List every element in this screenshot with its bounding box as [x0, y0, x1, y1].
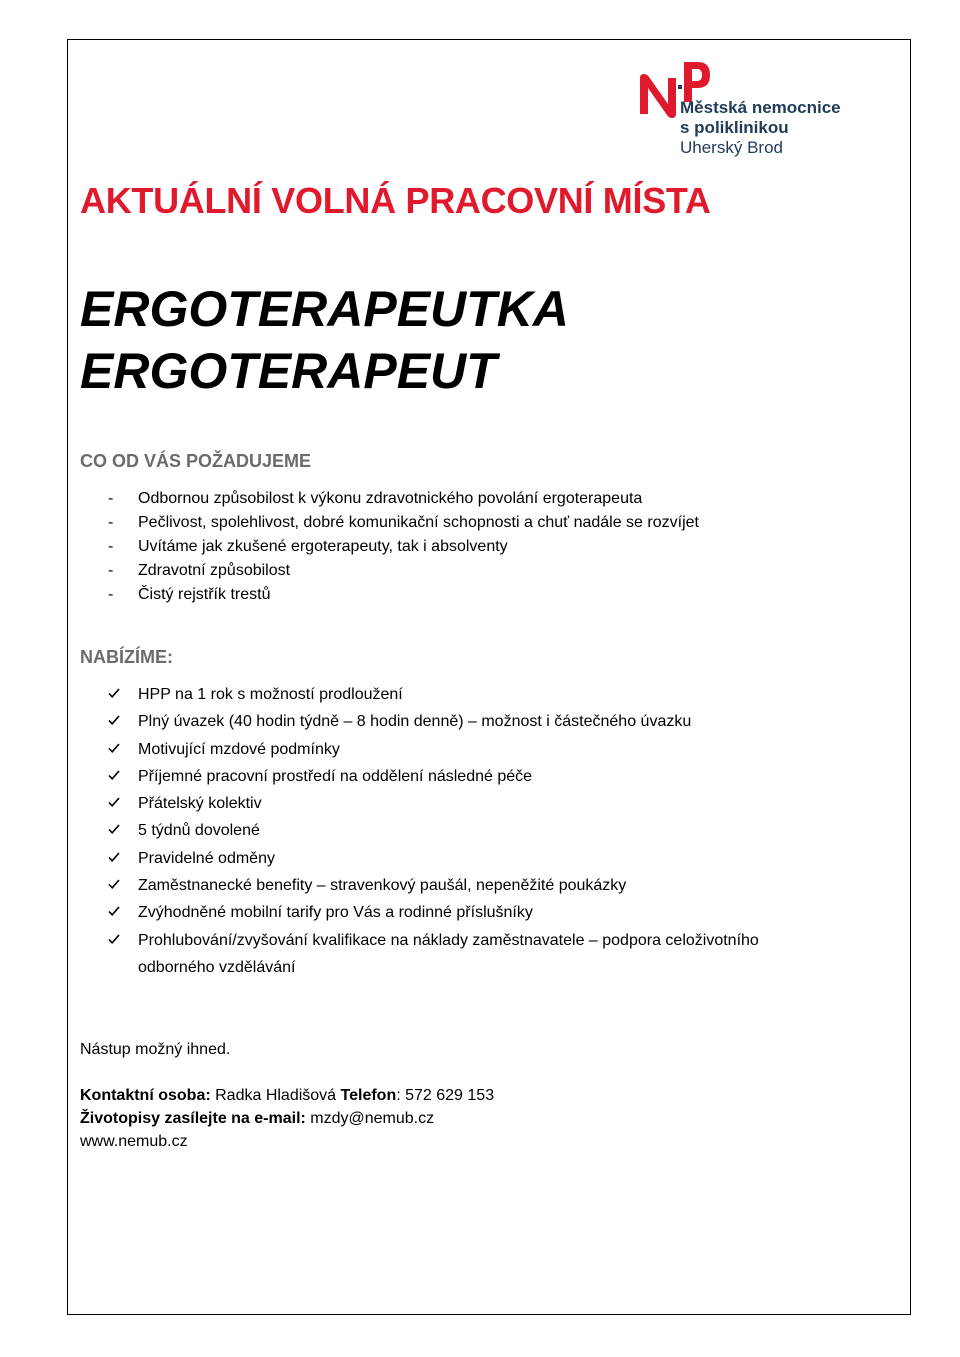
- logo-line-3: Uherský Brod: [680, 138, 783, 157]
- list-item: [0, 763, 838, 790]
- list-item: [0, 583, 699, 607]
- requirements-heading: CO OD VÁS POŽADUJEME: [80, 451, 312, 471]
- requirement-text: Uvítáme jak zkušené ergoterapeuty, tak i absolventy: [138, 538, 508, 555]
- requirement-text: Odbornou způsobilost k výkonu zdravotnického povolání ergoterapeuta: [138, 490, 643, 507]
- checkmark-icon: [108, 715, 120, 725]
- requirement-text: Čistý rejstřík trestů: [138, 586, 271, 603]
- dash-bullet: -: [108, 562, 114, 579]
- offer-text: Příjemné pracovní prostředí na oddělení následné péče: [138, 767, 533, 785]
- requirements-list: [0, 487, 699, 607]
- dash-bullet: -: [108, 538, 114, 555]
- job-title: [80, 278, 569, 402]
- offer-text: Prohlubování/zvyšování kvalifikace na náklady zaměstnavatele – podpora celoživotního odborného vzdělávání: [138, 931, 759, 976]
- offer-list: [0, 681, 838, 981]
- contact-person-label: Kontaktní osoba:: [80, 1087, 211, 1104]
- contact-person-name: Radka Hladišová: [210, 1087, 341, 1104]
- list-item: [0, 736, 838, 763]
- offer-text: Plný úvazek (40 hodin týdně – 8 hodin denně) – možnost i částečného úvazku: [138, 713, 692, 731]
- offer-text: HPP na 1 rok s možností prodloužení: [138, 686, 403, 703]
- offer-heading: NABÍZÍME:: [80, 647, 173, 667]
- checkmark-icon: [108, 852, 120, 862]
- checkmark-icon: [108, 688, 120, 698]
- list-item: [0, 790, 838, 817]
- start-date-note: Nástup možný ihned.: [80, 1041, 231, 1058]
- requirement-text: Pečlivost, spolehlivost, dobré komunikační schopnosti a chuť nadále se rozvíjet: [138, 514, 699, 531]
- list-item: [0, 845, 838, 872]
- list-item: [0, 681, 838, 708]
- logo-line-2: s poliklinikou: [680, 118, 789, 137]
- email-label: Životopisy zasílejte na e-mail:: [80, 1110, 306, 1127]
- offer-text: 5 týdnů dovolené: [138, 822, 260, 840]
- list-item: [0, 559, 699, 583]
- phone-label: Telefon: [340, 1087, 397, 1104]
- offer-text: Zvýhodněné mobilní tarify pro Vás a rodinné příslušníky: [138, 904, 533, 922]
- hospital-logo: [638, 58, 878, 168]
- phone-number: : 572 629 153: [396, 1087, 495, 1104]
- offer-text: Zaměstnanecké benefity – stravenkový paušál, nepeněžité poukázky: [138, 877, 627, 895]
- list-item: [0, 708, 838, 735]
- list-item: [0, 535, 699, 559]
- checkmark-icon: [108, 797, 120, 807]
- logo-line-1: Městská nemocnice: [680, 98, 841, 117]
- contact-person-line: [80, 1084, 494, 1107]
- list-item: [0, 899, 838, 926]
- email-line: [80, 1107, 494, 1130]
- page-title: AKTUÁLNÍ VOLNÁ PRACOVNÍ MÍSTA: [80, 180, 711, 221]
- list-item: [0, 872, 838, 899]
- offer-text: Přátelský kolektiv: [138, 795, 262, 813]
- list-item: [0, 927, 838, 982]
- contact-block: [80, 1084, 494, 1153]
- list-item: [0, 511, 699, 535]
- list-item: [0, 817, 838, 844]
- checkmark-icon: [108, 906, 120, 916]
- dash-bullet: -: [108, 586, 114, 603]
- job-title-line-1: ERGOTERAPEUTKA: [80, 281, 569, 337]
- checkmark-icon: [108, 743, 120, 753]
- email-address: mzdy@nemub.cz: [305, 1110, 435, 1127]
- logo-text: [680, 98, 841, 158]
- dash-bullet: -: [108, 490, 114, 507]
- website: www.nemub.cz: [80, 1133, 188, 1150]
- offer-text: Pravidelné odměny: [138, 849, 275, 867]
- checkmark-icon: [108, 770, 120, 780]
- requirement-text: Zdravotní způsobilost: [138, 562, 291, 579]
- list-item: [0, 487, 699, 511]
- job-title-line-2: ERGOTERAPEUT: [80, 343, 497, 399]
- checkmark-icon: [108, 934, 120, 944]
- checkmark-icon: [108, 824, 120, 834]
- offer-text: Motivující mzdové podmínky: [138, 740, 340, 758]
- checkmark-icon: [108, 879, 120, 889]
- dash-bullet: -: [108, 514, 114, 531]
